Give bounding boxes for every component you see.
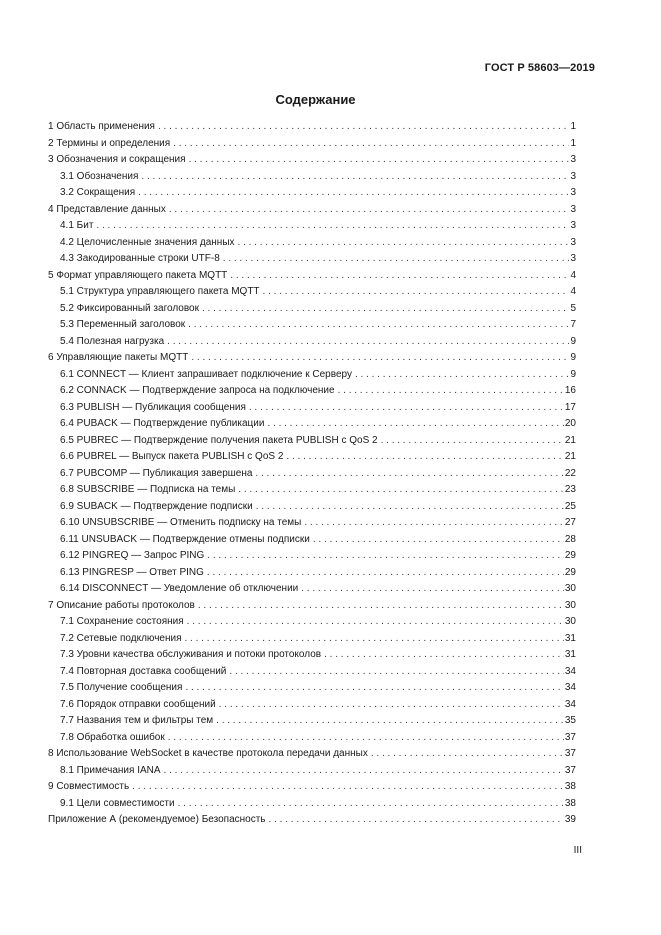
toc-entry: [48, 383, 576, 400]
toc-entry: [48, 251, 576, 268]
toc-leader-dots: [188, 317, 569, 334]
toc-entry-label: 6.13 PINGRESP — Ответ PING: [60, 566, 204, 578]
toc-entry: [48, 598, 576, 615]
toc-entry-label: 6 Управляющие пакеты MQTT: [48, 352, 189, 363]
toc-leader-dots: [267, 416, 563, 433]
toc-entry-page: 30: [564, 616, 576, 627]
toc-entry: [48, 218, 576, 235]
toc-entry: [48, 202, 576, 219]
toc-entry-label: 1 Область применения: [48, 121, 155, 132]
toc-entry-label: 7.5 Получение сообщения: [60, 682, 183, 693]
toc-entry-page: 1: [570, 137, 576, 149]
toc-entry-label: 5 Формат управляющего пакета MQTT: [48, 269, 228, 281]
toc-entry-label: 4.1 Бит: [60, 220, 94, 231]
toc-entry-page: 21: [564, 451, 576, 462]
toc-entry: [48, 697, 576, 714]
toc-entry-label: 6.1 CONNECT — Клиент запрашивает подключение к Серверу: [60, 368, 352, 380]
toc-leader-dots: [286, 449, 563, 466]
toc-entry-page: 29: [564, 550, 576, 561]
toc-entry-page: 3: [570, 154, 576, 165]
toc-entry: [48, 152, 576, 169]
toc-entry: [48, 367, 576, 384]
toc-entry: [48, 532, 576, 549]
toc-entry-page: 29: [564, 566, 576, 578]
toc-entry-page: 34: [564, 665, 576, 677]
toc-entry-label: Приложение А (рекомендуемое) Безопасность: [48, 814, 266, 825]
toc-leader-dots: [185, 631, 564, 648]
toc-entry: [48, 647, 576, 664]
toc-leader-dots: [178, 796, 564, 813]
toc-entry-page: 16: [564, 385, 576, 396]
toc-entry-page: 22: [564, 467, 576, 479]
page-number: III: [573, 845, 582, 856]
toc-entry-page: 17: [564, 401, 576, 413]
toc-leader-dots: [249, 400, 564, 417]
toc-entry-label: 6.4 PUBACK — Подтверждение публикации: [60, 418, 265, 429]
page-title: Содержание: [275, 92, 356, 107]
toc-leader-dots: [324, 647, 564, 664]
toc-entry-label: 7.6 Порядок отправки сообщений: [60, 698, 216, 710]
toc-entry-page: 37: [564, 731, 576, 743]
toc-entry-label: 7.4 Повторная доставка сообщений: [60, 665, 227, 677]
toc-entry: [48, 169, 576, 186]
toc-entry: [48, 763, 576, 780]
toc-leader-dots: [223, 251, 570, 268]
toc-entry-page: 1: [570, 121, 576, 132]
toc-leader-dots: [263, 284, 570, 301]
toc-entry-label: 3.1 Обозначения: [60, 170, 139, 182]
toc-entry-label: 7.8 Обработка ошибок: [60, 731, 165, 743]
toc-leader-dots: [238, 482, 564, 499]
toc-entry: [48, 730, 576, 747]
toc-entry: [48, 664, 576, 681]
toc-entry-label: 3.2 Сокращения: [60, 187, 136, 198]
toc-entry: [48, 548, 576, 565]
toc-entry-page: 3: [570, 220, 576, 231]
toc-entry-label: 9.1 Цели совместимости: [60, 797, 175, 809]
toc-entry-label: 7.7 Названия тем и фильтры тем: [60, 715, 214, 726]
toc-leader-dots: [381, 433, 564, 450]
toc-leader-dots: [185, 680, 563, 697]
toc-entry-label: 8.1 Примечания IANA: [60, 764, 161, 776]
toc-entry-page: 30: [564, 583, 576, 594]
toc-leader-dots: [202, 301, 569, 318]
toc-entry: [48, 515, 576, 532]
toc-entry-page: 37: [564, 748, 576, 759]
toc-entry-page: 27: [564, 517, 576, 528]
toc-leader-dots: [189, 152, 570, 169]
toc-leader-dots: [96, 218, 569, 235]
toc-entry-page: 21: [564, 434, 576, 446]
toc-entry: [48, 812, 576, 829]
toc-leader-dots: [230, 268, 569, 285]
toc-entry-label: 7.3 Уровни качества обслуживания и потоки протоколов: [60, 649, 322, 660]
toc-entry: [48, 334, 576, 351]
toc-entry: [48, 400, 576, 417]
toc-entry: [48, 416, 576, 433]
toc-leader-dots: [138, 185, 569, 202]
toc-entry-page: 38: [564, 797, 576, 809]
toc-leader-dots: [167, 334, 569, 351]
toc-entry-label: 2 Термины и определения: [48, 137, 171, 149]
toc-entry-label: 6.11 UNSUBACK — Подтверждение отмены подписки: [60, 533, 310, 545]
toc-entry-page: 3: [570, 253, 576, 264]
toc-entry: [48, 680, 576, 697]
toc-entry-label: 6.14 DISCONNECT — Уведомление об отключении: [60, 583, 299, 594]
toc-leader-dots: [255, 466, 563, 483]
toc-entry: [48, 301, 576, 318]
toc-entry: [48, 449, 576, 466]
toc-entry-label: 5.4 Полезная нагрузка: [60, 335, 165, 347]
toc-entry: [48, 565, 576, 582]
toc-leader-dots: [141, 169, 569, 186]
toc-entry-page: 3: [570, 170, 576, 182]
toc-entry-label: 6.7 PUBCOMP — Публикация завершена: [60, 467, 253, 479]
toc-entry-page: 3: [570, 236, 576, 248]
toc-entry-page: 37: [564, 764, 576, 776]
toc-leader-dots: [238, 235, 570, 252]
toc-entry-label: 6.8 SUBSCRIBE — Подписка на темы: [60, 484, 236, 495]
toc-entry: [48, 499, 576, 516]
toc-leader-dots: [191, 350, 569, 367]
toc-leader-dots: [164, 763, 564, 780]
toc-entry: [48, 779, 576, 796]
toc-leader-dots: [132, 779, 564, 796]
toc-entry: [48, 235, 576, 252]
toc-entry-label: 7 Описание работы протоколов: [48, 599, 195, 611]
toc-entry-label: 8 Использование WebSocket в качестве протокола передачи данных: [48, 748, 368, 759]
toc-entry: [48, 284, 576, 301]
toc-entry-page: 31: [564, 632, 576, 644]
toc-entry-page: 7: [570, 319, 576, 330]
toc-entry: [48, 614, 576, 631]
toc-entry-page: 20: [564, 418, 576, 429]
toc-entry: [48, 136, 576, 153]
toc-entry-page: 4: [570, 286, 576, 297]
toc-entry-label: 5.1 Структура управляющего пакета MQTT: [60, 286, 260, 297]
toc-entry: [48, 433, 576, 450]
toc-entry-label: 5.2 Фиксированный заголовок: [60, 302, 199, 314]
toc-entry-page: 38: [564, 781, 576, 792]
toc-leader-dots: [304, 515, 564, 532]
toc-entry: [48, 631, 576, 648]
toc-leader-dots: [219, 697, 564, 714]
toc-entry-label: 6.9 SUBACK — Подтверждение подписки: [60, 500, 253, 512]
toc-leader-dots: [198, 598, 564, 615]
toc-entry-page: 4: [570, 269, 576, 281]
toc-entry-label: 7.1 Сохранение состояния: [60, 616, 184, 627]
toc-entry-label: 9 Совместимость: [48, 781, 130, 792]
toc-entry-label: 4.2 Целочисленные значения данных: [60, 236, 235, 248]
toc-entry-page: 34: [564, 698, 576, 710]
table-of-contents: [48, 119, 576, 829]
toc-entry-label: 4 Представление данных: [48, 203, 166, 215]
toc-entry: [48, 317, 576, 334]
toc-entry-label: 6.5 PUBREC — Подтверждение получения пакета PUBLISH с QoS 2: [60, 434, 378, 446]
toc-entry-page: 35: [564, 715, 576, 726]
toc-entry-page: 9: [570, 352, 576, 363]
toc-leader-dots: [371, 746, 564, 763]
toc-leader-dots: [355, 367, 569, 384]
toc-entry-page: 23: [564, 484, 576, 495]
toc-leader-dots: [256, 499, 564, 516]
toc-leader-dots: [229, 664, 563, 681]
toc-entry-page: 9: [570, 335, 576, 347]
toc-leader-dots: [168, 730, 564, 747]
toc-leader-dots: [338, 383, 564, 400]
toc-entry: [48, 482, 576, 499]
toc-entry: [48, 796, 576, 813]
toc-entry-page: 3: [570, 203, 576, 215]
toc-entry: [48, 185, 576, 202]
toc-entry-label: 6.3 PUBLISH — Публикация сообщения: [60, 401, 246, 413]
toc-leader-dots: [313, 532, 564, 549]
toc-entry: [48, 746, 576, 763]
toc-entry-page: 39: [564, 814, 576, 825]
toc-entry-page: 25: [564, 500, 576, 512]
toc-leader-dots: [173, 136, 569, 153]
toc-entry-label: 6.6 PUBREL — Выпуск пакета PUBLISH с QoS 2: [60, 451, 284, 462]
toc-entry-label: 6.12 PINGREQ — Запрос PING: [60, 550, 205, 561]
toc-entry-label: 5.3 Переменный заголовок: [60, 319, 186, 330]
toc-entry-page: 3: [570, 187, 576, 198]
toc-entry-label: 7.2 Сетевые подключения: [60, 632, 182, 644]
toc-entry: [48, 581, 576, 598]
toc-leader-dots: [216, 713, 564, 730]
toc-entry-label: 6.10 UNSUBSCRIBE — Отменить подписку на темы: [60, 517, 302, 528]
toc-leader-dots: [301, 581, 564, 598]
toc-leader-dots: [187, 614, 564, 631]
toc-entry-page: 30: [564, 599, 576, 611]
toc-entry: [48, 713, 576, 730]
toc-entry: [48, 268, 576, 285]
toc-entry: [48, 119, 576, 136]
toc-leader-dots: [269, 812, 564, 829]
toc-leader-dots: [207, 565, 564, 582]
toc-leader-dots: [158, 119, 569, 136]
toc-entry-page: 28: [564, 533, 576, 545]
toc-entry-page: 31: [564, 649, 576, 660]
standard-code: ГОСТ Р 58603—2019: [484, 62, 595, 74]
toc-entry-label: 3 Обозначения и сокращения: [48, 154, 186, 165]
toc-entry: [48, 466, 576, 483]
toc-entry-page: 5: [570, 302, 576, 314]
toc-entry-label: 6.2 CONNACK — Подтверждение запроса на подключение: [60, 385, 335, 396]
toc-leader-dots: [169, 202, 570, 219]
toc-entry-label: 4.3 Закодированные строки UTF-8: [60, 253, 220, 264]
toc-leader-dots: [207, 548, 564, 565]
toc-entry: [48, 350, 576, 367]
toc-entry-page: 34: [564, 682, 576, 693]
toc-entry-page: 9: [570, 368, 576, 380]
